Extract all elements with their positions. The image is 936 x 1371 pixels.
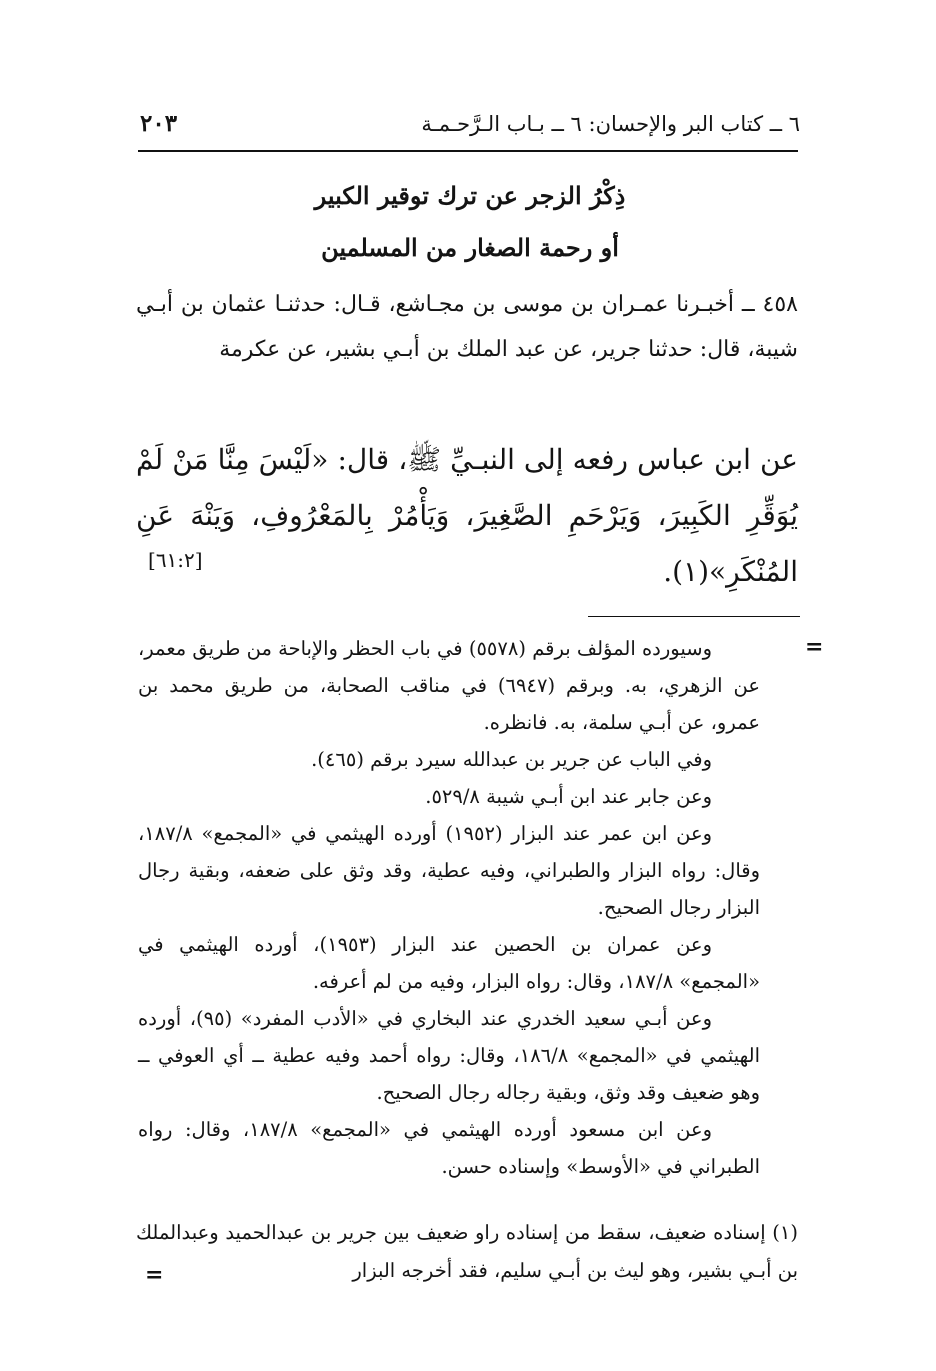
note-paragraph: وعن ابن عمر عند البزار (١٩٥٢) أورده الهيثمي في «المجمع» ١٨٧/٨، وقال: رواه البزار والطبراني، وفيه عطية، وقد وثق على ضعفه، وبقية رجال البزار رجال الصحيح. <box>138 822 760 919</box>
note-paragraph: وفي الباب عن جرير بن عبدالله سيرد برقم (٤٦٥). <box>311 748 712 771</box>
isnad-text: ٤٥٨ ــ أخبـرنا عمـران بن موسى بن مجـاشع، قـال: حدثنـا عثمان بن أبـي شيبة، قال: حدثنا جرير، عن عبد الملك بن أبـي بشير، عن عكرمة <box>136 292 798 362</box>
note-paragraph: وعن أبـي سعيد الخدري عند البخاري في «الأدب المفرد» (٩٥)، أورده الهيثمي في «المجمع» ١٨٦/٨، وقال: رواه أحمد وفيه عطية ــ أي العوفي ــ وهو ضعيف وقد وثق، وبقية رجاله رجال الصحيح. <box>138 1007 760 1104</box>
heading-line-2: أو رحمة الصغار من المسلمين <box>321 233 619 262</box>
hadith-matn <box>136 432 798 600</box>
footnote-1-text: (١) إسناده ضعيف، سقط من إسناده راو ضعيف بين جرير بن عبدالحميد وعبدالملك بن أبـي بشير، وهو ليث بن أبـي سليم، فقد أخرجه البزار <box>136 1221 798 1282</box>
note-paragraph: وعن جابر عند ابن أبـي شيبة ٥٢٩/٨. <box>425 785 712 808</box>
running-header <box>140 108 800 148</box>
note-paragraph: وسيورده المؤلف برقم (٥٥٧٨) في باب الحظر والإباحة من طريق معمر، عن الزهري، به. وبرقم (٦٩٤٧) في مناقب الصحابة، من طريق محمد بن عمرو، عن أبـي سلمة، به. فانظره. <box>138 637 760 734</box>
continuation-mark-bottom: = <box>145 1262 164 1288</box>
section-heading <box>240 170 700 274</box>
continuation-mark-top: = <box>805 634 824 660</box>
heading-line-1: ذِكْرُ الزجر عن ترك توقير الكبير <box>314 181 626 210</box>
hadith-isnad <box>136 282 798 372</box>
page-number: ٢٠٣ <box>140 110 178 137</box>
note-paragraph: وعن عمران بن الحصين عند البزار (١٩٥٣)، أورده الهيثمي في «المجمع» ١٨٧/٨، وقال: رواه البزار، وفيه من لم أعرفه. <box>138 933 760 993</box>
matn-text: عن ابن عباس رفعه إلى النبـيِّ ﷺ، قال: «لَيْسَ مِنَّا مَنْ لَمْ يُوَقِّرِ الكَبِيرَ، وَيَرْحَمِ الصَّغِيرَ، وَيَأْمُرْ بِالمَعْرُوفِ، وَيَنْهَ عَنِ المُنْكَرِ»(١). <box>136 443 798 588</box>
footnote-divider <box>588 616 800 617</box>
header-divider <box>138 150 798 152</box>
footnote-continuation <box>138 630 760 1185</box>
footnote-1 <box>136 1214 798 1290</box>
chapter-title: ٦ ــ كتاب البر والإحسان: ٦ ــ بـاب الـرَّحـمـة <box>421 112 800 136</box>
hadith-reference: [٦١:٢] <box>148 548 203 572</box>
note-paragraph: وعن ابن مسعود أورده الهيثمي في «المجمع» ١٨٧/٨، وقال: رواه الطبراني في «الأوسط» وإسناده حسن. <box>138 1118 760 1178</box>
